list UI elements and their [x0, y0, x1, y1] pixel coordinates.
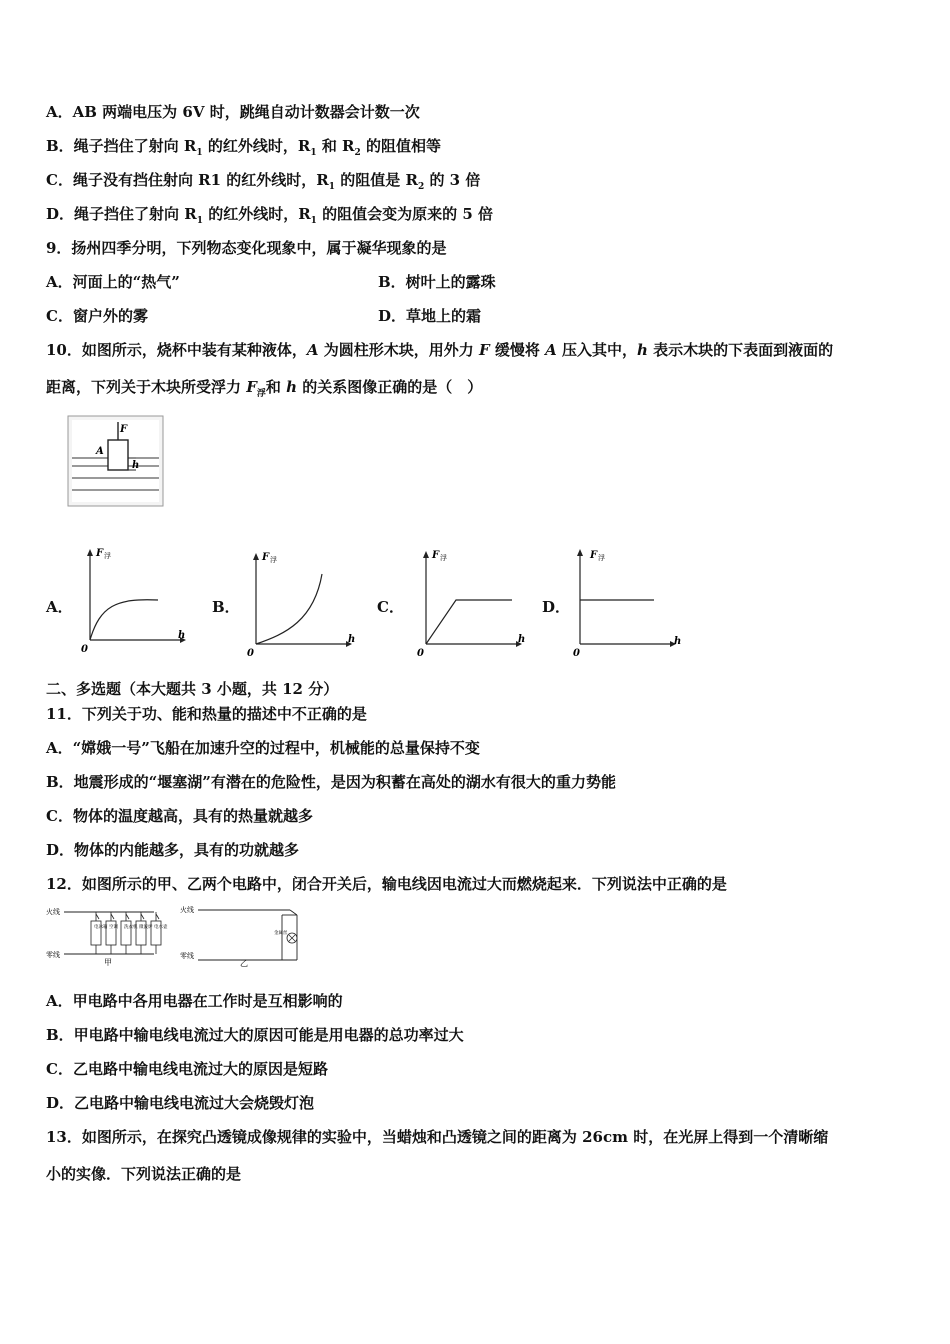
fig-label-A: A [96, 446, 104, 457]
graph-b-ylabel: F [262, 552, 270, 563]
graph-d [566, 544, 691, 662]
fig-label-F: F [120, 424, 128, 435]
q8-option-c: C．绳子没有挡住射向 R1 的红外线时，$R_1$ 的阻值是 $R_2$ 的 3 倍 [46, 171, 481, 192]
graph-d-ylabel: F [590, 550, 598, 561]
q10-stem-line1: 10．如图所示，烧杯中装有某种液体，A 为圆柱形木块，用外力 F 缓慢将 A 压入其中，h 表示木块的下表面到液面的 [46, 341, 834, 359]
q8-option-a: A．AB 两端电压为 6V 时，跳绳自动计数器会计数一次 [46, 103, 420, 121]
circuit-figure [44, 902, 306, 970]
graph-b-origin: 0 [247, 648, 254, 659]
q10-option-a-label: A． [46, 598, 73, 616]
q11-stem: 11．下列关于功、能和热量的描述中不正确的是 [46, 705, 367, 723]
yi-fire-label: 火线 [180, 906, 194, 914]
fig-label-h: h [132, 460, 140, 471]
q8-option-b: B．绳子挡住了射向 $R_1$ 的红外线时，$R_1$ 和 $R_2$ 的阻值相等 [46, 137, 442, 158]
q9-option-c: C．窗户外的雾 [46, 307, 148, 325]
app-label-2: 空调 [109, 925, 118, 930]
q9-option-b: B．树叶上的露珠 [378, 273, 496, 291]
q9-stem: 9．扬州四季分明，下列物态变化现象中，属于凝华现象的是 [46, 239, 447, 257]
jia-neutral-label: 零线 [46, 951, 60, 959]
graph-c-ylabel: F [432, 550, 440, 561]
q11-option-d: D．物体的内能越多，具有的功就越多 [46, 841, 300, 859]
q12-stem: 12．如图所示的甲、乙两个电路中，闭合开关后，输电线因电流过大而燃烧起来．下列说法中正确的是 [46, 875, 727, 893]
app-label-1: 电冰箱 [94, 925, 108, 930]
section-2-heading: 二、多选题（本大题共 3 小题，共 12 分） [46, 680, 339, 698]
graph-d-xlabel: h [674, 636, 682, 647]
beaker-figure [66, 414, 166, 510]
graph-a-ylabel: F [96, 548, 104, 559]
app-label-3: 洗衣机 [124, 925, 138, 930]
yi-neutral-label: 零线 [180, 952, 194, 960]
q12-option-b: B．甲电路中输电线电流过大的原因可能是用电器的总功率过大 [46, 1026, 464, 1044]
q10-option-d-label: D． [542, 598, 571, 616]
graph-b [242, 544, 362, 662]
graph-c-ylabel-sub: 浮 [440, 554, 447, 562]
app-label-5: 电水壶 [154, 925, 168, 930]
graph-d-origin: 0 [573, 648, 580, 659]
graph-a-origin: 0 [81, 644, 88, 655]
q10-option-b-label: B． [212, 598, 240, 616]
graph-a-xlabel: h [178, 630, 186, 641]
app-label-4: 微波炉 [139, 925, 153, 930]
graph-b-xlabel: h [348, 634, 356, 645]
q12-option-c: C．乙电路中输电线电流过大的原因是短路 [46, 1060, 328, 1078]
graph-a-curve [90, 600, 158, 640]
q11-option-c: C．物体的温度越高，具有的热量就越多 [46, 807, 313, 825]
q11-option-b: B．地震形成的“堰塞湖”有潜在的危险性，是因为积蓄在高处的湖水有很大的重力势能 [46, 773, 616, 791]
wire-label: 金属丝 [274, 931, 288, 936]
jia-fire-label: 火线 [46, 908, 60, 916]
graph-c-origin: 0 [417, 648, 424, 659]
q10-stem-line2: 距离，下列关于木块所受浮力 $F_浮$和 h 的关系图像正确的是（ ） [46, 378, 483, 399]
graph-c [412, 544, 532, 662]
graph-d-ylabel-sub: 浮 [598, 554, 605, 562]
q13-stem-line2: 小的实像．下列说法正确的是 [46, 1165, 242, 1183]
q8-option-d: D．绳子挡住了射向 $R_1$ 的红外线时，$R_1$ 的阻值会变为原来的 5 倍 [46, 205, 494, 226]
q12-option-a: A．甲电路中各用电器在工作时是互相影响的 [46, 992, 343, 1010]
graph-a [76, 544, 196, 662]
jia-label: 甲 [104, 958, 112, 967]
q13-stem-line1: 13．如图所示，在探究凸透镜成像规律的实验中，当蜡烛和凸透镜之间的距离为 26cm 时，在光屏上得到一个清晰缩 [46, 1128, 829, 1146]
graph-c-line [426, 600, 512, 644]
graph-b-ylabel-sub: 浮 [270, 556, 277, 564]
yi-label: 乙 [240, 959, 248, 968]
graph-c-xlabel: h [518, 634, 526, 645]
graph-b-curve [256, 574, 322, 644]
q9-option-d: D．草地上的霜 [378, 307, 482, 325]
q9-option-a: A．河面上的“热气” [46, 273, 180, 291]
q10-option-c-label: C． [377, 598, 404, 616]
q12-option-d: D．乙电路中输电线电流过大会烧毁灯泡 [46, 1094, 315, 1112]
graph-a-ylabel-sub: 浮 [104, 552, 111, 560]
q11-option-a: A．“嫦娥一号”飞船在加速升空的过程中，机械能的总量保持不变 [46, 739, 480, 757]
